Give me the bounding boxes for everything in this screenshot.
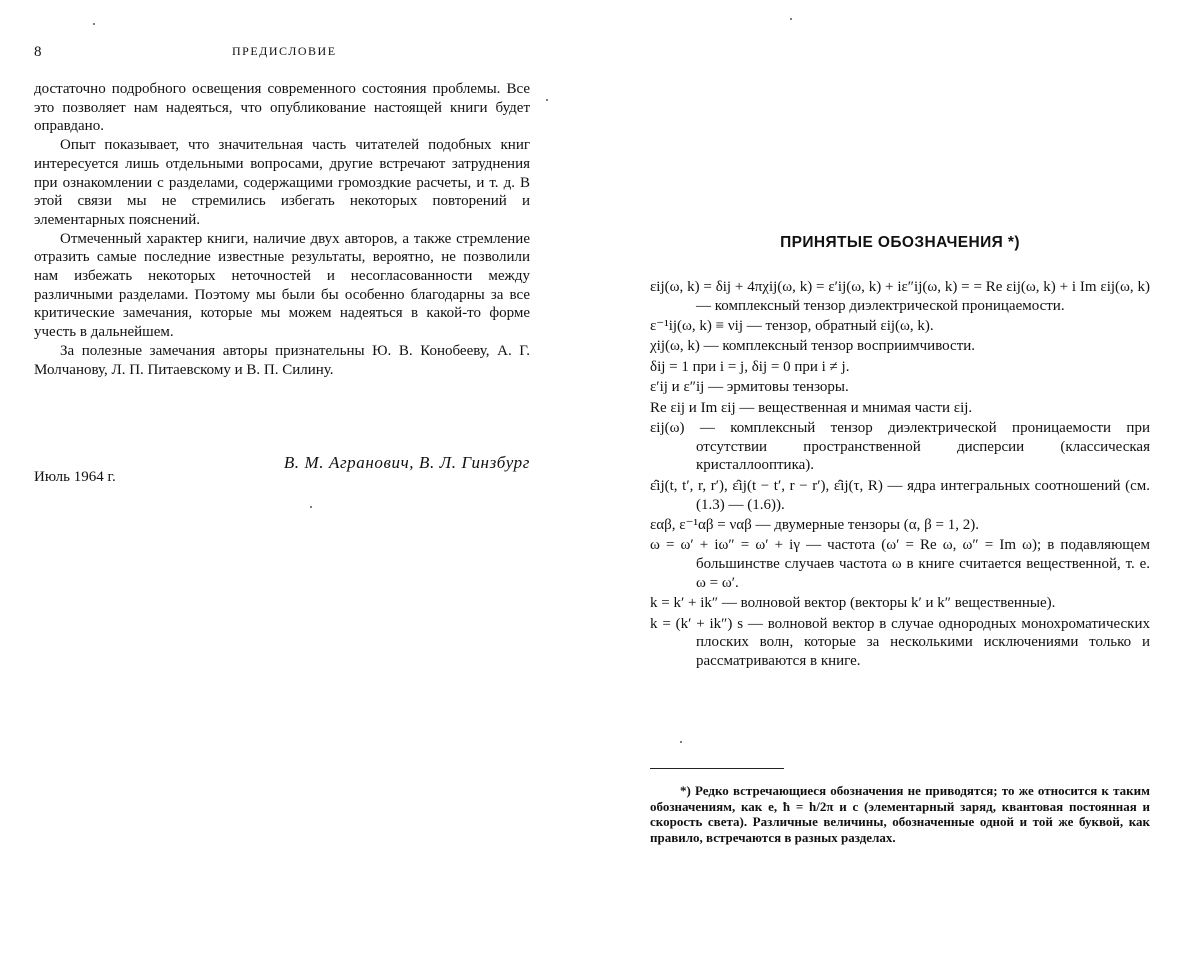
notation-entry: ω = ω′ + iω″ = ω′ + iγ — частота (ω′ = Re ω, ω″ = Im ω); в подавляющем большинстве случаев частота ω в книге считается вещественной, т. е. ω = ω′. bbox=[650, 537, 1150, 591]
scan-speck bbox=[680, 741, 682, 743]
footnote: *) Редко встречающиеся обозначения не приводятся; то же относится к таким обозначениям, как e, ħ = h/2π и c (элементарный заряд, квантовая постоянная и скорость света). Различные величины, обозначенные одной и той же буквой, как правило, встречаются в разных разделах. bbox=[650, 783, 1150, 845]
notation-entry: εij(ω, k) = δij + 4πχij(ω, k) = ε′ij(ω, k) + iε″ij(ω, k) = = Re εij(ω, k) + i Im εij(ω, k) — комплексный тензор диэлектрической проницаемости. bbox=[650, 279, 1150, 314]
scan-speck bbox=[546, 99, 548, 101]
preface-paragraph: Опыт показывает, что значительная часть читателей подобных книг интересуется лишь отдельными вопросами, другие встречают затруднения при ознакомлении с разделами, содержащими громоздкие расчеты, и т. д. В этой связи мы не стремились избегать некоторых повторений и элементарных пояснений. bbox=[34, 137, 530, 228]
preface-paragraph: За полезные замечания авторы признательны Ю. В. Конобееву, А. Г. Молчанову, Л. П. Питаевскому и В. П. Силину. bbox=[34, 342, 530, 378]
author-signature: В. М. Агранович, В. Л. Гинзбург bbox=[283, 453, 530, 472]
notation-entry: εαβ, ε⁻¹αβ = ναβ — двумерные тензоры (α, β = 1, 2). bbox=[650, 516, 979, 533]
notation-entry: ε′ij и ε″ij — эрмитовы тензоры. bbox=[650, 379, 849, 396]
notation-entry: ε⁻¹ij(ω, k) ≡ νij — тензор, обратный εij(ω, k). bbox=[650, 318, 934, 335]
notation-entry: ε̂ij(t, t′, r, r′), ε̂ij(t − t′, r − r′), ε̂ij(τ, R) — ядра интегральных соотношений (см. (1.3) — (1.6)). bbox=[650, 477, 1150, 513]
notation-title: ПРИНЯТЫЕ ОБОЗНАЧЕНИЯ *) bbox=[780, 234, 1020, 251]
page-number: 8 bbox=[34, 44, 42, 60]
notation-entry: k = k′ + ik″ — волновой вектор (векторы k′ и k″ вещественные). bbox=[650, 595, 1056, 612]
notation-entry: εij(ω) — комплексный тензор диэлектрической проницаемости при отсутствии пространственной дисперсии (классическая кристаллооптика). bbox=[650, 420, 1150, 474]
notation-entry: Re εij и Im εij — вещественная и мнимая части εij. bbox=[650, 399, 973, 416]
footnote-rule bbox=[650, 768, 784, 769]
notation-entry: k = (k′ + ik″) s — волновой вектор в случае однородных монохроматических плоских волн, которые за несколькими исключениями только и рассматриваются в книге. bbox=[650, 615, 1150, 669]
preface-text bbox=[34, 80, 530, 379]
notation-list bbox=[650, 278, 1150, 672]
right-page bbox=[600, 0, 1200, 967]
scan-speck bbox=[310, 506, 312, 508]
scan-speck bbox=[93, 23, 95, 25]
preface-date: Июль 1964 г. bbox=[34, 469, 116, 485]
notation-entry: χij(ω, k) — комплексный тензор восприимчивости. bbox=[650, 338, 976, 355]
preface-paragraph: достаточно подробного освещения современного состояния проблемы. Все это позволяет нам надеяться, что опубликование настоящей книги будет оправдано. bbox=[34, 81, 530, 135]
scan-speck bbox=[790, 18, 792, 20]
running-head: ПРЕДИСЛОВИЕ bbox=[232, 44, 337, 58]
preface-paragraph: Отмеченный характер книги, наличие двух авторов, а также стремление отразить самые последние известные результаты, вероятно, не позволили нам избежать некоторых неточностей и несогласованности между различными разделами. Поэтому мы были бы особенно благодарны за все критические замечания, которые мы можем надеяться в какой-то форме учесть в дальнейшем. bbox=[34, 230, 530, 341]
notation-entry: δij = 1 при i = j, δij = 0 при i ≠ j. bbox=[650, 358, 850, 375]
